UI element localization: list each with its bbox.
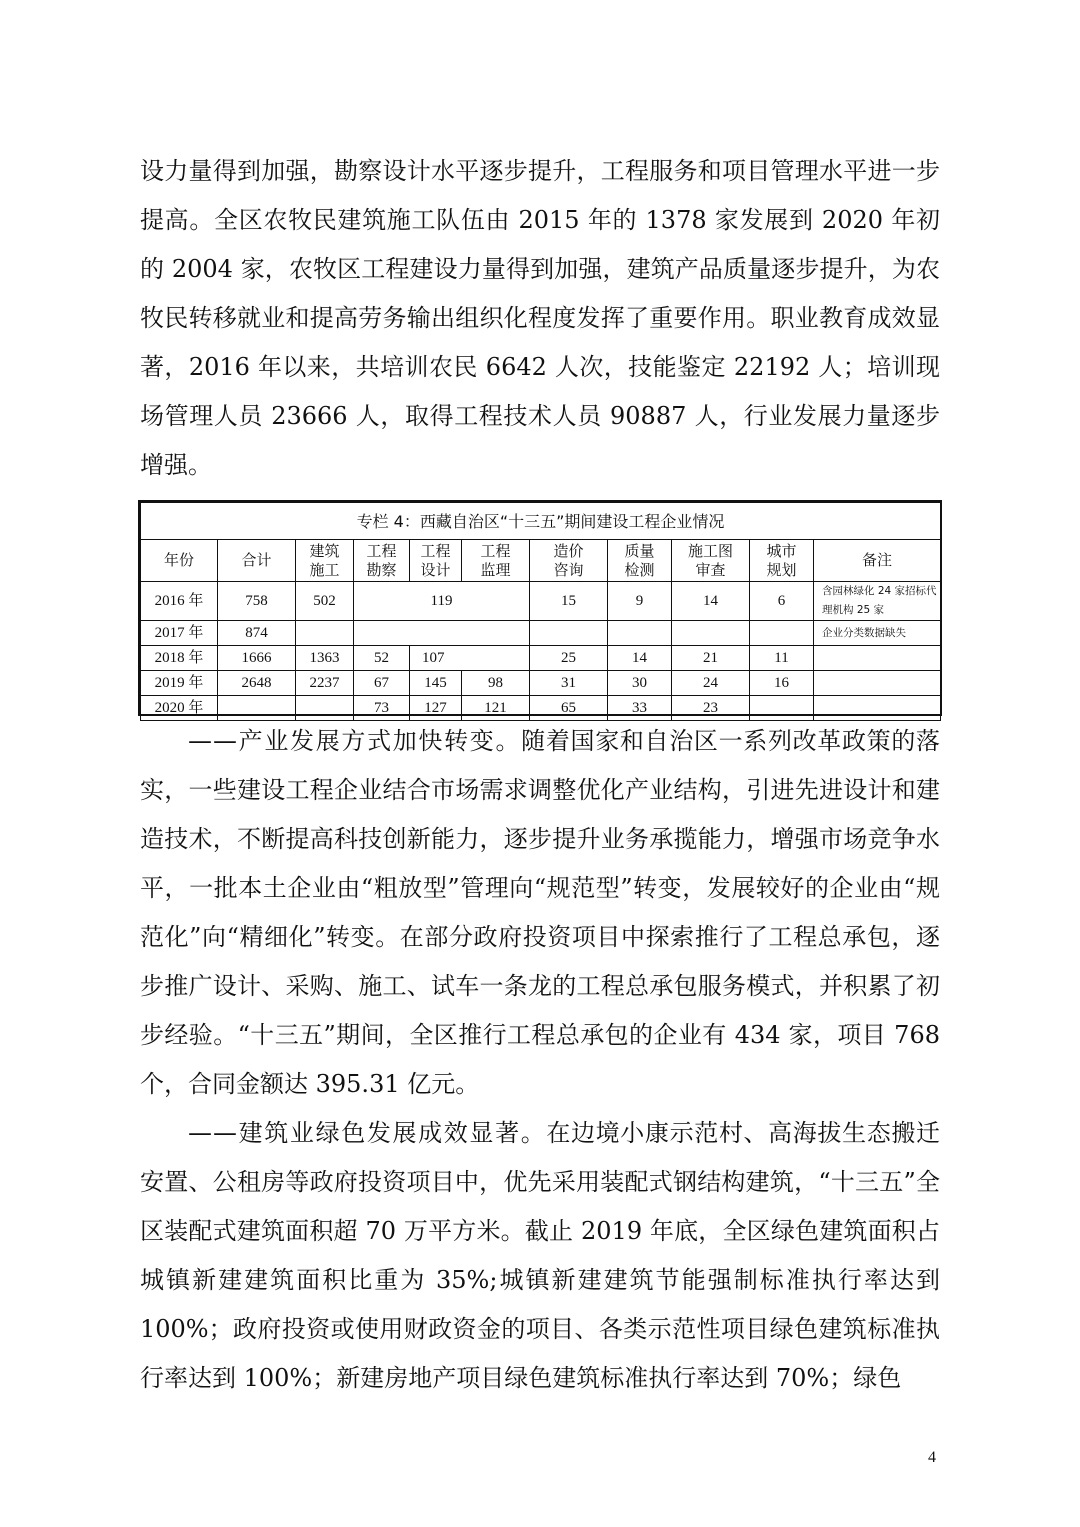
table-row-2019 bbox=[141, 671, 941, 696]
header-planning: 城市 规划 bbox=[750, 540, 814, 582]
table-row-2016 bbox=[141, 582, 941, 621]
header-design: 工程 设计 bbox=[410, 540, 462, 582]
cell-total: 2648 bbox=[218, 671, 296, 696]
cell-year: 2017 年 bbox=[141, 621, 218, 646]
cell-survey: 67 bbox=[354, 671, 410, 696]
cell-quality: 33 bbox=[608, 696, 672, 721]
cell-supervision: 121 bbox=[462, 696, 530, 721]
enterprise-table bbox=[140, 502, 941, 721]
cell-construction: 2237 bbox=[296, 671, 354, 696]
paragraph-body: 随着国家和自治区一系列改革政策的落实，一些建设工程企业结合市场需求调整优化产业结构，引进先进设计和建造技术，不断提高科技创新能力，逐步提升业务承揽能力，增强市场竞争水平，一批本土企业由“粗放型”管理向“规范型”转变，发展较好的企业由“规范化”向“精细化”转变。在部分政府投资项目中探索推行了工程总承包，逐步推广设计、采购、施工、试车一条龙的工程总承包服务模式，并积累了初步经验。“十三五”期间，全区推行工程总承包的企业有 434 家，项目 768 个，合同金额达 395.31 亿元。 bbox=[140, 727, 941, 1098]
cell-cost: 31 bbox=[530, 671, 608, 696]
cell-note bbox=[814, 671, 941, 696]
paragraph-green-building bbox=[140, 1109, 940, 1403]
header-note: 备注 bbox=[814, 540, 941, 582]
cell-design: 107 bbox=[410, 646, 530, 671]
header-review: 施工图 审查 bbox=[672, 540, 750, 582]
header-cost: 造价 咨询 bbox=[530, 540, 608, 582]
cell-year: 2018 年 bbox=[141, 646, 218, 671]
cell-note: 含园林绿化 24 家招标代理机构 25 家 bbox=[814, 582, 941, 621]
cell-total: 874 bbox=[218, 621, 296, 646]
cell-empty bbox=[296, 621, 354, 646]
cell-planning: 11 bbox=[750, 646, 814, 671]
cell-cost: 25 bbox=[530, 646, 608, 671]
header-survey: 工程 勘察 bbox=[354, 540, 410, 582]
cell-year: 2016 年 bbox=[141, 582, 218, 621]
cell-review: 24 bbox=[672, 671, 750, 696]
header-construction: 建筑 施工 bbox=[296, 540, 354, 582]
header-total: 合计 bbox=[218, 540, 296, 582]
cell-empty bbox=[530, 621, 608, 646]
cell-construction: 1363 bbox=[296, 646, 354, 671]
cell-year: 2019 年 bbox=[141, 671, 218, 696]
cell-quality: 14 bbox=[608, 646, 672, 671]
header-quality: 质量 检测 bbox=[608, 540, 672, 582]
cell-quality: 30 bbox=[608, 671, 672, 696]
cell-survey-design: 119 bbox=[354, 582, 530, 621]
header-year: 年份 bbox=[141, 540, 218, 582]
cell-planning: 16 bbox=[750, 671, 814, 696]
cell-cost: 15 bbox=[530, 582, 608, 621]
cell-empty bbox=[354, 621, 530, 646]
cell-note: 企业分类数据缺失 bbox=[814, 621, 941, 646]
cell-total: 758 bbox=[218, 582, 296, 621]
cell-note bbox=[814, 646, 941, 671]
cell-cost: 65 bbox=[530, 696, 608, 721]
cell-empty bbox=[608, 621, 672, 646]
cell-survey: 52 bbox=[354, 646, 410, 671]
cell-design: 145 bbox=[410, 671, 462, 696]
section-heading-industry: ——产业发展方式加快转变。 bbox=[188, 727, 522, 755]
page-number: 4 bbox=[928, 1449, 936, 1466]
cell-quality: 9 bbox=[608, 582, 672, 621]
paragraph-body: 在边境小康示范村、高海拔生态搬迁安置、公租房等政府投资项目中，优先采用装配式钢结构建筑，“十三五”全区装配式建筑面积超 70 万平方米。截止 2019 年底，全区绿色建筑面积占城镇新建建筑面积比重为 35%;城镇新建建筑节能强制标准执行率达到 100%；政府投资或使用财政资金的项目、各类示范性项目绿色建筑标准执行率达到 100%；新建房地产项目绿色建筑标准执行率达到 70%；绿色 bbox=[140, 1119, 941, 1392]
cell-construction: 502 bbox=[296, 582, 354, 621]
header-supervision: 工程 监理 bbox=[462, 540, 530, 582]
cell-total: 1666 bbox=[218, 646, 296, 671]
table-row-2017 bbox=[141, 621, 941, 646]
cell-year: 2020 年 bbox=[141, 696, 218, 721]
table-row-2018 bbox=[141, 646, 941, 671]
cell-supervision: 98 bbox=[462, 671, 530, 696]
enterprise-table-frame bbox=[138, 500, 942, 716]
cell-empty bbox=[672, 621, 750, 646]
cell-review: 14 bbox=[672, 582, 750, 621]
cell-empty bbox=[750, 621, 814, 646]
cell-review: 23 bbox=[672, 696, 750, 721]
paragraph-workforce: 设力量得到加强，勘察设计水平逐步提升，工程服务和项目管理水平进一步提高。全区农牧民建筑施工队伍由 2015 年的 1378 家发展到 2020 年初的 2004 家，农牧区工程建设力量得到加强，建筑产品质量逐步提升，为农牧民转移就业和提高劳务输出组织化程度发挥了重要作用。职业教育成效显著，2016 年以来，共培训农民 6642 人次，技能鉴定 22192 人；培训现场管理人员 23666 人，取得工程技术人员 90887 人，行业发展力量逐步增强。 bbox=[140, 157, 940, 479]
cell-review: 21 bbox=[672, 646, 750, 671]
cell-survey: 73 bbox=[354, 696, 410, 721]
cell-design: 127 bbox=[410, 696, 462, 721]
table-title: 专栏 4：西藏自治区“十三五”期间建设工程企业情况 bbox=[141, 503, 941, 540]
paragraph-industry-transformation bbox=[140, 717, 940, 1109]
table-header-row bbox=[141, 540, 941, 582]
cell-planning: 6 bbox=[750, 582, 814, 621]
section-heading-green: ——建筑业绿色发展成效显著。 bbox=[188, 1119, 547, 1147]
